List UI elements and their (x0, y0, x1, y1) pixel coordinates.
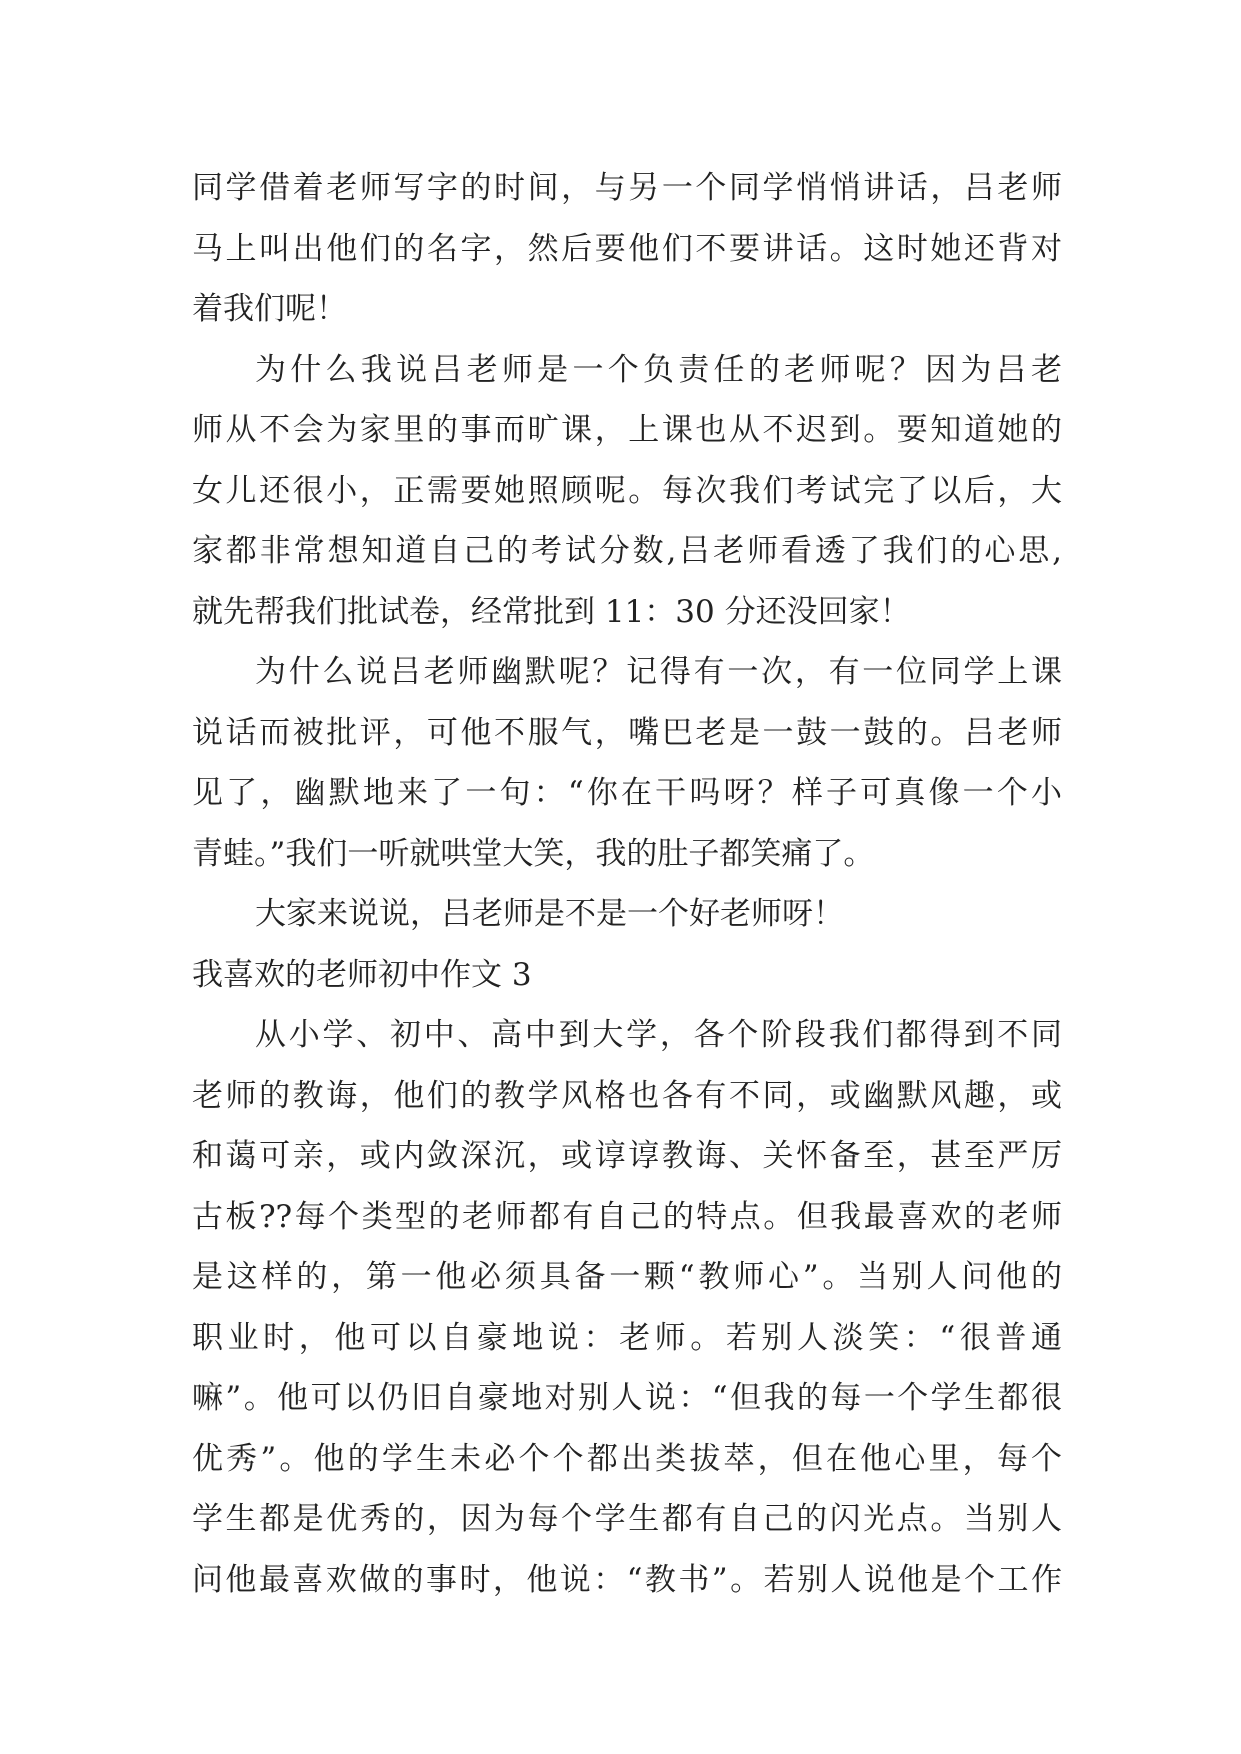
text-line: 嘛”。他可以仍旧自豪地对别人说：“但我的每一个学生都很 (192, 1380, 1062, 1416)
text-line: 着我们呢！ (192, 291, 347, 327)
section-heading: 我喜欢的老师初中作文 3 (192, 956, 532, 993)
article-body (192, 158, 1062, 1610)
text-line: 同学借着老师写字的时间，与另一个同学悄悄讲话，吕老师 (192, 170, 1062, 206)
text-line: 老师的教诲，他们的教学风格也各有不同，或幽默风趣，或 (192, 1077, 1062, 1114)
text-line: 学生都是优秀的，因为每个学生都有自己的闪光点。当别人 (192, 1501, 1062, 1537)
paragraph-first-line: 为什么说吕老师幽默呢？记得有一次，有一位同学上课 (255, 654, 1062, 690)
text-line: 优秀”。他的学生未必个个都出类拔萃，但在他心里，每个 (192, 1440, 1062, 1477)
text-line: 职业时，他可以自豪地说：老师。若别人淡笑：“很普通 (192, 1319, 1062, 1356)
text-line: 就先帮我们批试卷，经常批到 11：30 分还没回家！ (192, 593, 911, 630)
text-line: 青蛙。”我们一听就哄堂大笑，我的肚子都笑痛了。 (192, 835, 875, 872)
text-line: 家都非常想知道自己的考试分数,吕老师看透了我们的心思, (192, 533, 1062, 569)
paragraph-first-line: 为什么我说吕老师是一个负责任的老师呢？因为吕老 (255, 351, 1062, 388)
paragraph-first-line: 从小学、初中、高中到大学，各个阶段我们都得到不同 (255, 1017, 1062, 1053)
text-line: 和蔼可亲，或内敛深沉，或谆谆教诲、关怀备至，甚至严厉 (192, 1138, 1062, 1174)
text-line: 女儿还很小，正需要她照顾呢。每次我们考试完了以后，大 (192, 472, 1062, 509)
text-line: 问他最喜欢做的事时，他说：“教书”。若别人说他是个工作 (192, 1561, 1062, 1598)
text-line: 师从不会为家里的事而旷课，上课也从不迟到。要知道她的 (192, 412, 1062, 448)
text-line: 古板??每个类型的老师都有自己的特点。但我最喜欢的老师 (192, 1198, 1062, 1235)
paragraph-first-line: 大家来说说，吕老师是不是一个好老师呀！ (255, 896, 844, 932)
text-line: 是这样的，第一他必须具备一颗“教师心”。当别人问他的 (192, 1259, 1062, 1295)
text-line: 说话而被批评，可他不服气，嘴巴老是一鼓一鼓的。吕老师 (192, 714, 1062, 751)
text-line: 见了，幽默地来了一句：“你在干吗呀？样子可真像一个小 (192, 775, 1062, 811)
text-line: 马上叫出他们的名字，然后要他们不要讲话。这时她还背对 (192, 230, 1062, 267)
